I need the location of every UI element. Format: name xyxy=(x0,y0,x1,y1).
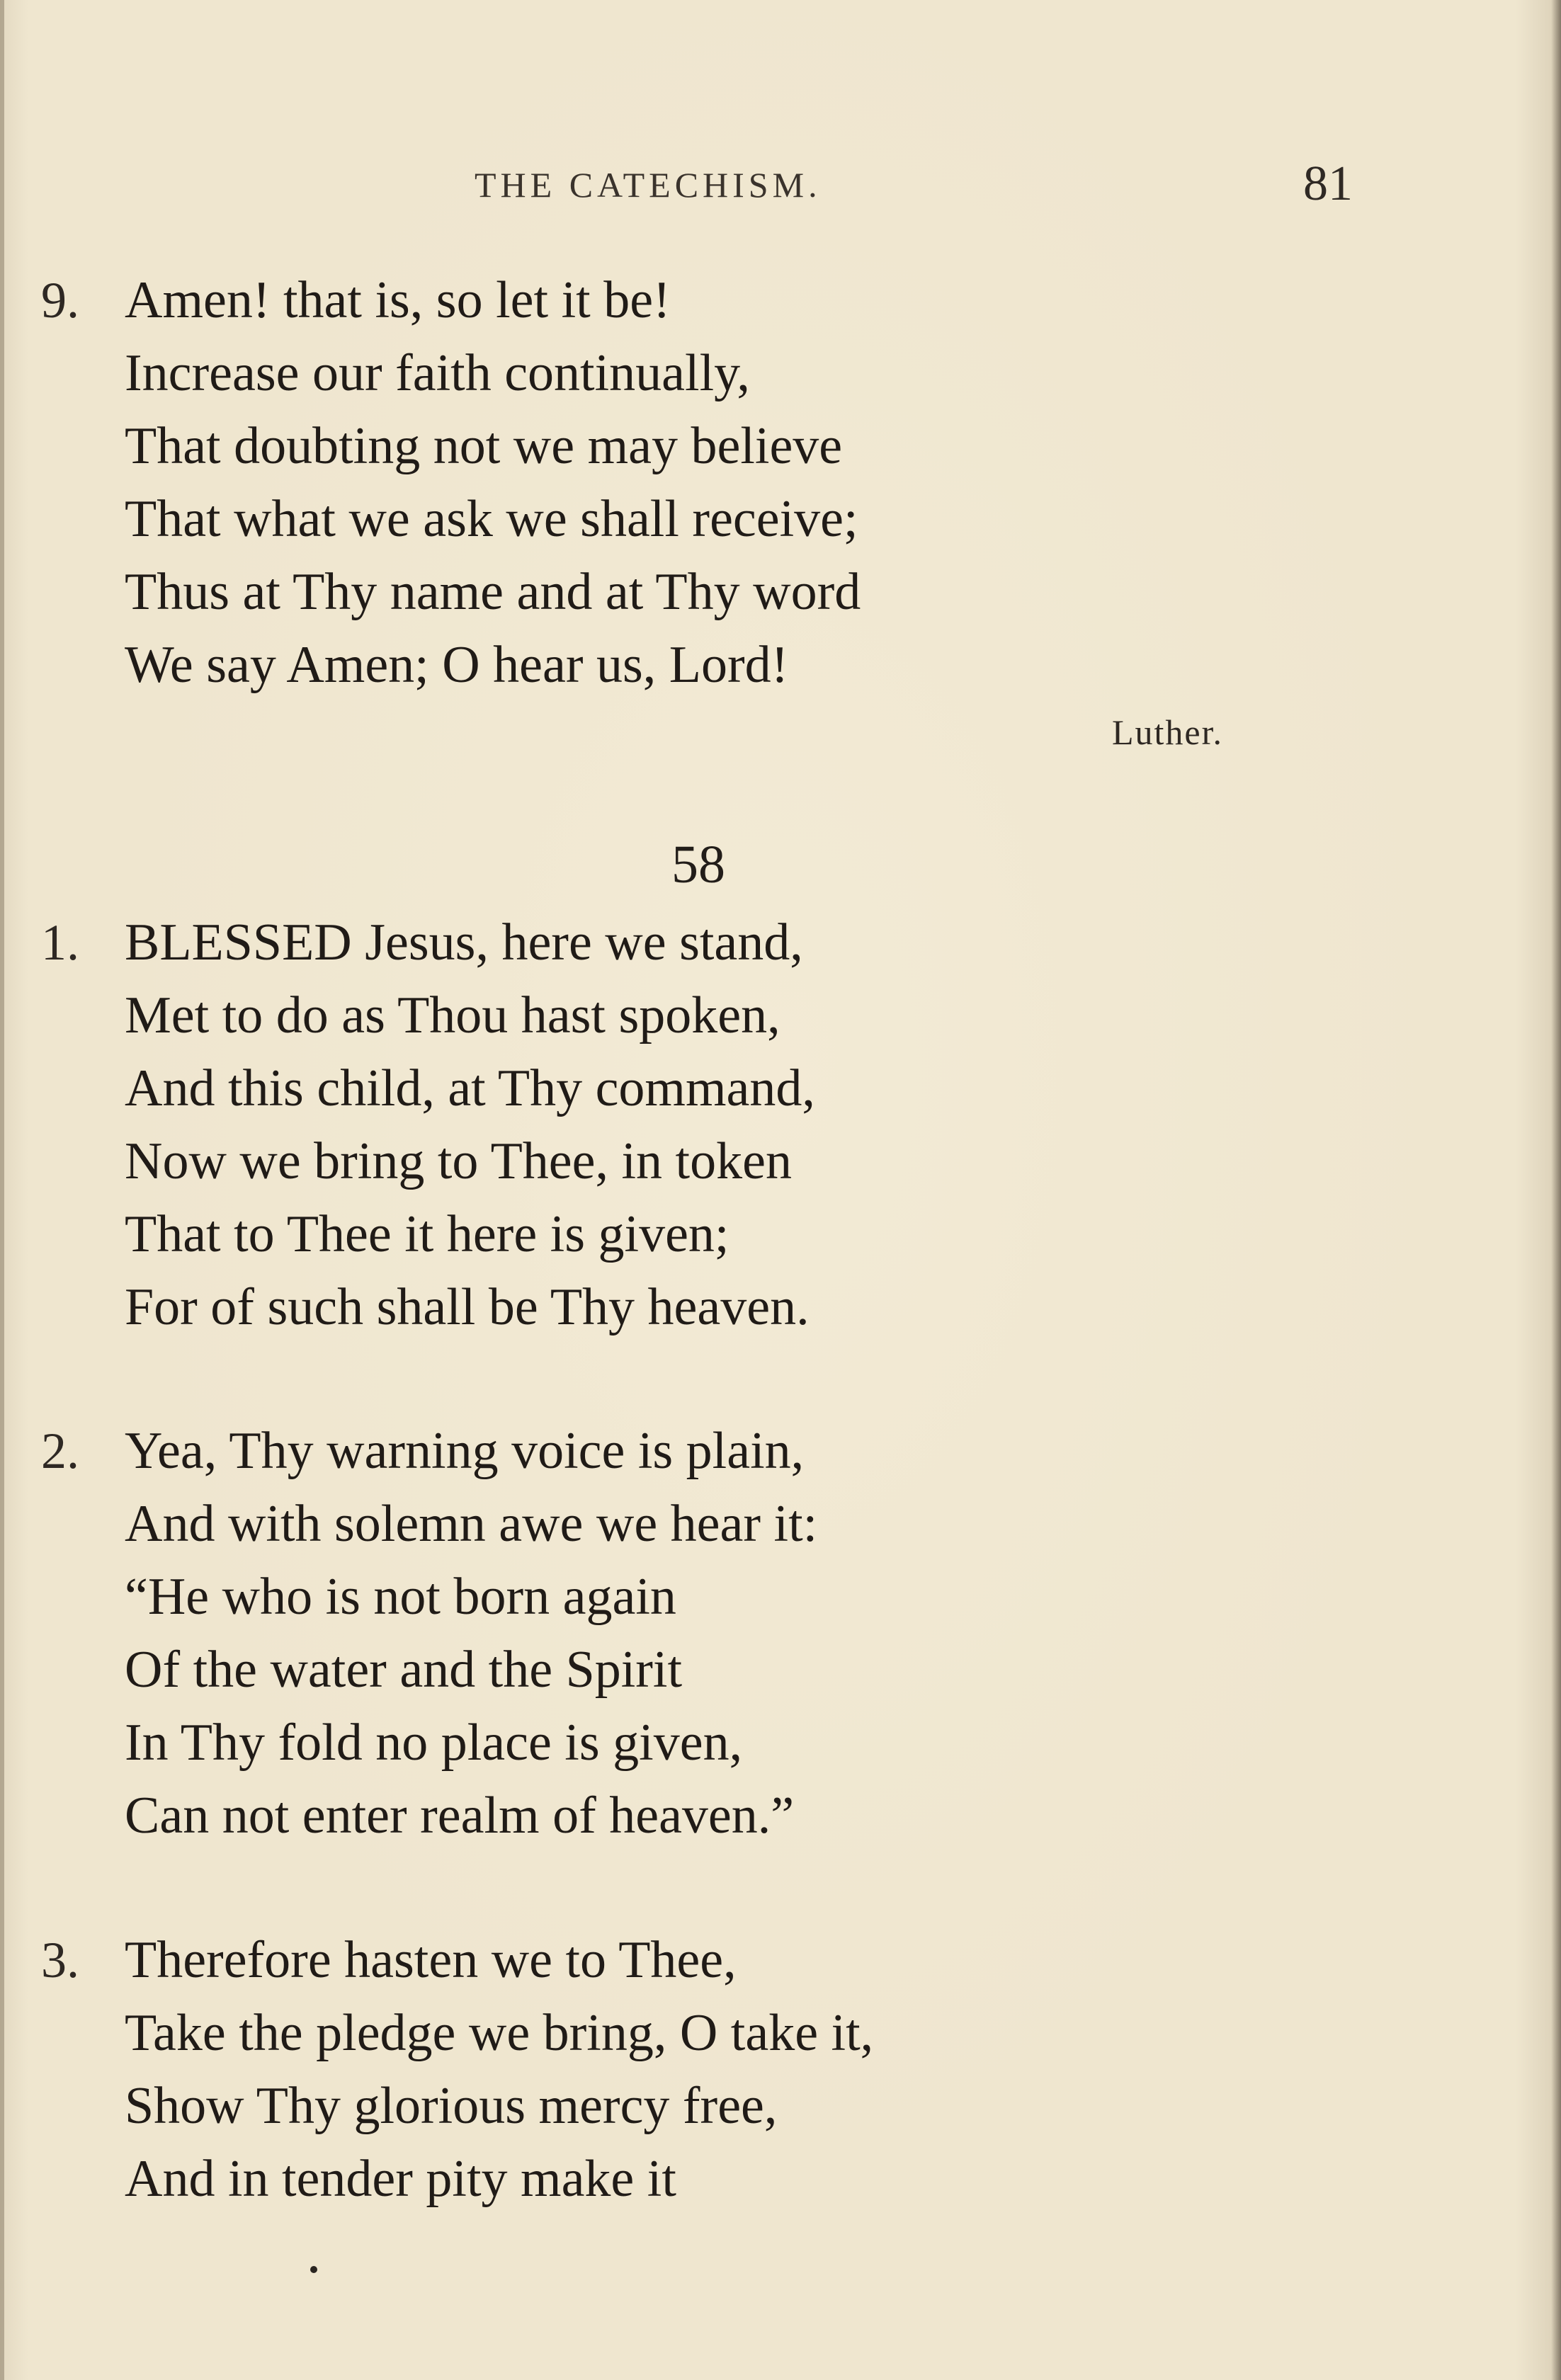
verse-lines xyxy=(125,1924,873,2216)
verse-line: BLESSED Jesus, here we stand, xyxy=(125,913,803,972)
author-attribution: Luther. xyxy=(1112,712,1224,752)
page-right-edge xyxy=(1551,0,1561,2380)
verse-line: That to Thee it here is given; xyxy=(125,1205,730,1263)
verse-line: Of the water and the Spirit xyxy=(125,1641,683,1699)
verse-number: 1. xyxy=(41,914,79,971)
verse-number: 3. xyxy=(41,1932,79,1988)
verse-line: And with solemn awe we hear it: xyxy=(125,1495,818,1553)
page-number: 81 xyxy=(1303,156,1353,211)
verse-line: Show Thy glorious mercy free, xyxy=(125,2077,778,2135)
verse-line: Met to do as Thou hast spoken, xyxy=(125,986,780,1044)
verse-line: That what we ask we shall receive; xyxy=(125,490,858,548)
verse-line: In Thy fold no place is given, xyxy=(125,1714,743,1772)
verse-line: Thus at Thy name and at Thy word xyxy=(125,563,861,621)
verse-line: Yea, Thy warning voice is plain, xyxy=(125,1422,805,1480)
verse-line: That doubting not we may believe xyxy=(125,417,843,475)
verse-line: For of such shall be Thy heaven. xyxy=(125,1278,810,1336)
verse-number: 2. xyxy=(41,1423,79,1479)
running-title: THE CATECHISM. xyxy=(475,165,822,205)
page-left-edge xyxy=(0,0,4,2380)
verse-lines xyxy=(125,906,815,1344)
hymn-number: 58 xyxy=(671,835,725,894)
verse-line: Take the pledge we bring, O take it, xyxy=(125,2004,874,2062)
verse-line: We say Amen; O hear us, Lord! xyxy=(125,636,789,694)
verse-lines xyxy=(125,264,861,702)
verse-line: “He who is not born again xyxy=(125,1568,676,1626)
running-header xyxy=(0,156,1561,211)
ink-speck xyxy=(310,2266,317,2273)
verse-line: Now we bring to Thee, in token xyxy=(125,1132,792,1190)
verse-lines xyxy=(125,1415,817,1852)
verse-line: Amen! that is, so let it be! xyxy=(125,271,671,329)
verse-line: Increase our faith continually, xyxy=(125,344,750,402)
verse-line: Therefore hasten we to Thee, xyxy=(125,1931,737,1989)
verse-line: Can not enter realm of heaven.” xyxy=(125,1787,795,1845)
verse-line: And in tender pity make it xyxy=(125,2150,676,2208)
verse-number: 9. xyxy=(41,272,79,329)
verse-line: And this child, at Thy command, xyxy=(125,1059,815,1117)
